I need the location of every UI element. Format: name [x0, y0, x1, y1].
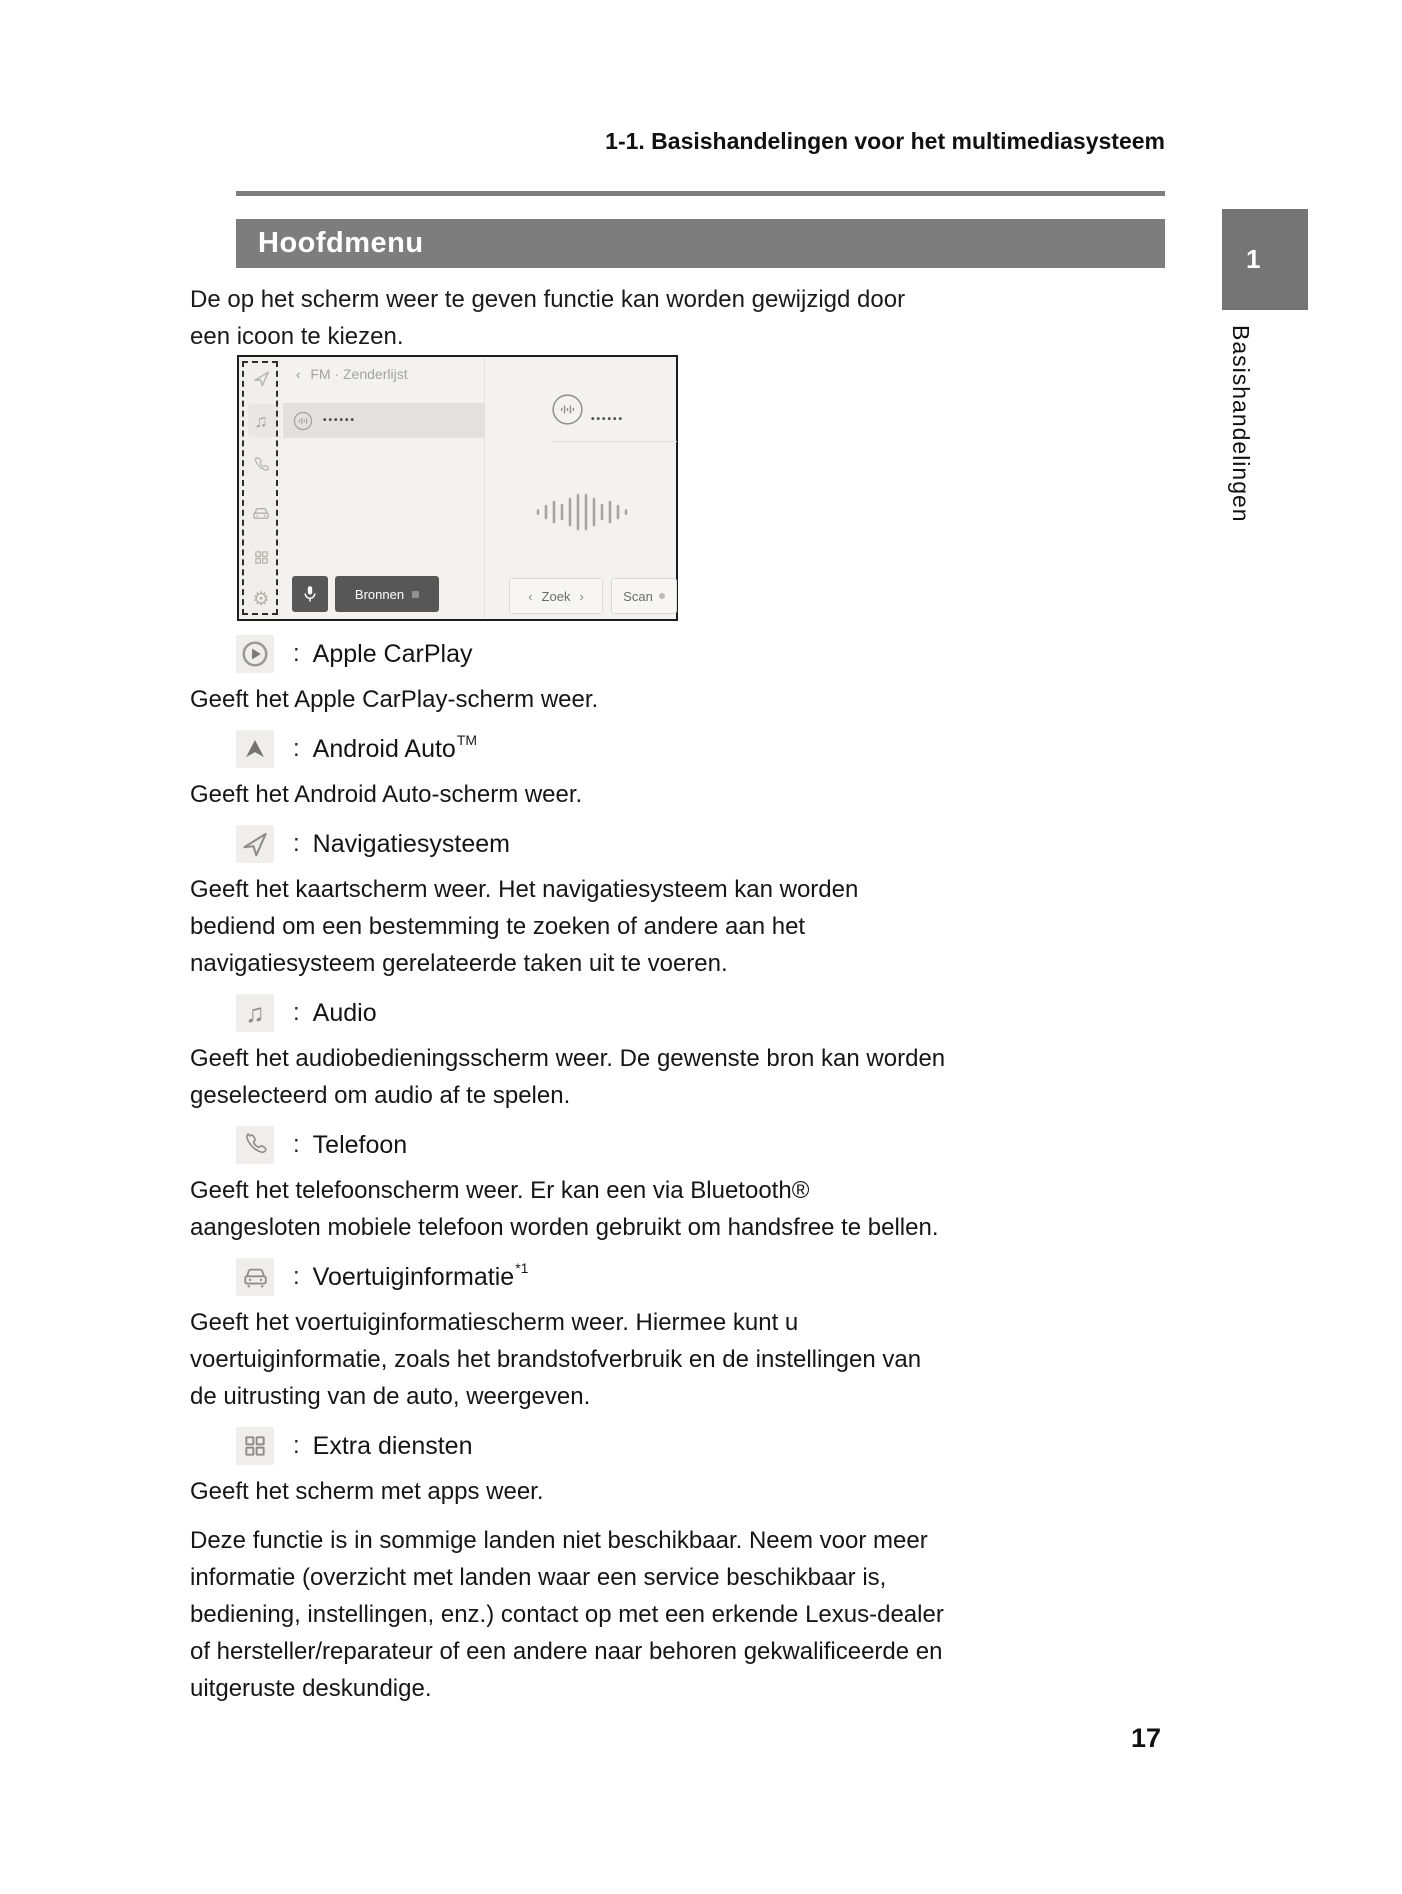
item-label: Voertuiginformatie [312, 1262, 515, 1291]
vehicle-info-icon [236, 1258, 274, 1296]
separator: : [293, 735, 300, 762]
sources-glyph-icon [412, 591, 419, 598]
intro-paragraph: De op het scherm weer te geven functie kan worden gewijzigd door een icoon te kiezen. [190, 286, 906, 350]
item-description: Geeft het telefoonscherm weer. Er kan een via Bluetooth® aangesloten mobiele telefoon worden gebruikt om handsfree te bellen. [190, 1177, 939, 1241]
audio-icon: ♫ [236, 994, 274, 1032]
extra-services-icon [236, 1427, 274, 1465]
phone-icon [236, 1126, 274, 1164]
microphone-icon [299, 583, 321, 605]
scan-label: Scan [623, 588, 653, 604]
mic-button [292, 576, 328, 612]
list-item [236, 730, 946, 768]
sidebar-selection-outline [242, 361, 278, 615]
item-label: Extra diensten [312, 1431, 473, 1460]
item-description: Geeft het Apple CarPlay-scherm weer. [190, 686, 599, 713]
navigation-icon [236, 825, 274, 863]
scan-button [611, 578, 677, 614]
infotainment-screenshot [237, 355, 678, 621]
list-item [236, 825, 946, 863]
separator: : [293, 830, 300, 857]
item-sup: TM [456, 732, 478, 748]
list-item [236, 1427, 946, 1465]
audio-icon: ♫ [254, 411, 268, 431]
sources-button-label: Bronnen [354, 586, 405, 602]
list-item [236, 994, 946, 1032]
separator: : [293, 640, 300, 667]
seek-button [509, 578, 603, 614]
station-icon [292, 410, 314, 432]
now-playing-redacted: •••••• [591, 414, 625, 425]
item-label: Android Auto [312, 734, 456, 763]
list-item [236, 635, 946, 673]
android-auto-icon [236, 730, 274, 768]
list-item [236, 1258, 946, 1296]
seek-prev-icon: ‹ [528, 588, 533, 604]
item-label: Navigatiesysteem [312, 829, 510, 858]
station-name-redacted: •••••• [323, 414, 357, 426]
header-rule [236, 191, 1165, 196]
now-playing-rule [551, 441, 677, 442]
item-label: Audio [312, 998, 377, 1027]
settings-icon: ⚙ [252, 588, 270, 610]
screen-topbar [296, 366, 408, 382]
page-header: 1-1. Basishandelingen voor het multimediasysteem [605, 128, 1165, 154]
seek-next-icon: › [579, 588, 584, 604]
item-sup: *1 [515, 1260, 529, 1276]
station-list-row [283, 403, 485, 438]
item-description: Geeft het voertuiginformatiescherm weer. Hiermee kunt u voertuiginformatie, zoals het brandstofverbruik en de instellingen van de uitrusting van de auto, weergeven. [190, 1309, 922, 1410]
section-banner [236, 219, 1165, 268]
separator: : [293, 999, 300, 1026]
list-item [236, 1126, 946, 1164]
icon-legend-list [190, 635, 946, 1719]
sources-button [335, 576, 439, 612]
section-title: Hoofdmenu [258, 227, 424, 259]
apple-carplay-icon [236, 635, 274, 673]
now-playing-icon [551, 393, 584, 431]
waveform-icon [532, 485, 636, 544]
separator: : [293, 1432, 300, 1459]
separator: : [293, 1263, 300, 1290]
separator: : [293, 1131, 300, 1158]
item-description: Geeft het kaartscherm weer. Het navigatiesysteem kan worden bediend om een bestemming te zoeken of andere aan het navigatiesysteem gerelateerde taken uit te voeren. [190, 876, 859, 977]
item-description-note: Deze functie is in sommige landen niet beschikbaar. Neem voor meer informatie (overzicht met landen waar een service beschikbaar is, bediening, instellingen, enz.) contact op met een erkende Lexus-dealer of hersteller/reparateur of een andere naar behoren gekwalificeerde en uitgeruste deskundige. [190, 1527, 944, 1702]
page-number: 17 [1130, 1723, 1162, 1753]
screen-topbar-title: FM · Zenderlijst [310, 366, 408, 382]
item-label: Apple CarPlay [312, 639, 473, 668]
chapter-label: Basishandelingen [1228, 325, 1254, 523]
item-description: Geeft het audiobedieningsscherm weer. De gewenste bron kan worden geselecteerd om audio af te spelen. [190, 1045, 946, 1109]
item-description: Geeft het scherm met apps weer. [190, 1478, 544, 1505]
item-label: Telefoon [312, 1130, 408, 1159]
chapter-tab [1222, 209, 1308, 310]
scan-dot-icon [659, 593, 665, 599]
chapter-number: 1 [1246, 244, 1261, 274]
item-description: Geeft het Android Auto-scherm weer. [190, 781, 583, 808]
panel-divider [484, 359, 485, 617]
seek-label: Zoek [541, 588, 571, 604]
back-chevron-icon: ‹ [296, 366, 301, 382]
